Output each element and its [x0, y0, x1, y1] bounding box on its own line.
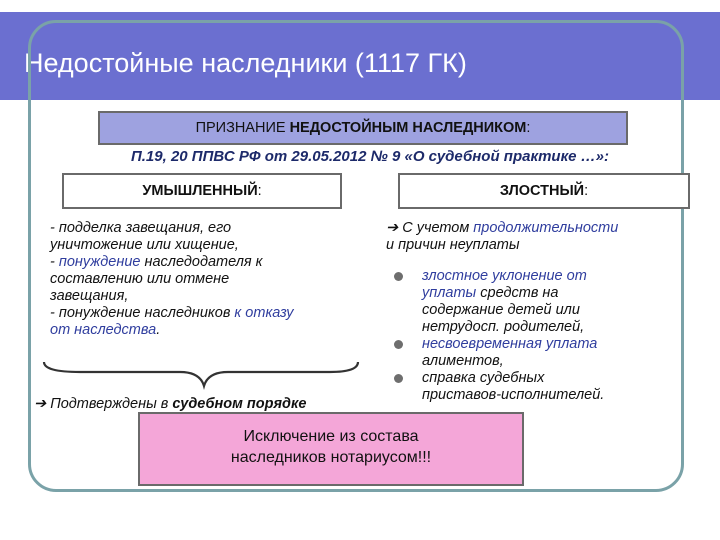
exception-line1: Исключение из состава	[243, 428, 419, 445]
decree-reference: П.19, 20 ППВС РФ от 29.05.2012 № 9 «О судебной практике …»:	[130, 148, 610, 165]
confirmation-note: ➔ Подтверждены в судебном порядке	[34, 396, 307, 412]
bullet-icon	[394, 340, 403, 349]
intentional-label: УМЫШЛЕННЫЙ	[142, 183, 258, 199]
malicious-colon: :	[584, 183, 589, 199]
bullet-icon	[394, 272, 403, 281]
exception-box	[138, 412, 524, 486]
intentional-line: - понуждение наследников к отказу	[50, 305, 294, 321]
malicious-list	[392, 268, 692, 404]
recognition-box	[98, 111, 628, 145]
intentional-line: - подделка завещания, его	[50, 220, 232, 236]
exception-line2: наследников нотариусом!!!	[230, 449, 432, 466]
intentional-box	[62, 173, 342, 209]
arrow-right-icon: ➔	[34, 396, 47, 412]
intentional-line: уничтожение или хищение,	[50, 237, 239, 253]
page-title: Недостойные наследники (1117 ГК)	[24, 48, 467, 78]
intentional-line: завещания,	[50, 288, 129, 304]
malicious-label: ЗЛОСТНЫЙ	[499, 183, 585, 199]
bullet-icon	[394, 374, 403, 383]
intentional-list	[50, 220, 370, 339]
recognition-bold: НЕДОСТОЙНЫМ НАСЛЕДНИКОМ	[289, 120, 527, 136]
list-item: злостное уклонение от уплаты средств на содержание детей или нетрудосп. родителей,	[392, 268, 692, 336]
intentional-colon: :	[257, 183, 262, 199]
arrow-right-icon: ➔	[386, 220, 399, 236]
confirmation-bold: судебном порядке	[172, 396, 307, 412]
list-item: несвоевременная уплата алиментов,	[392, 336, 692, 370]
recognition-suffix: :	[526, 120, 531, 136]
intentional-line: - понуждение наследодателя к	[50, 254, 263, 270]
curly-brace-icon	[40, 360, 360, 390]
intentional-line: от наследства.	[50, 322, 161, 338]
recognition-prefix: ПРИЗНАНИЕ	[195, 120, 290, 136]
list-item: справка судебных приставов-исполнителей.	[392, 370, 692, 404]
intentional-line: составлению или отмене	[50, 271, 230, 287]
malicious-box	[398, 173, 690, 209]
malicious-intro: ➔ С учетом продолжительности и причин неуплаты	[386, 220, 619, 253]
